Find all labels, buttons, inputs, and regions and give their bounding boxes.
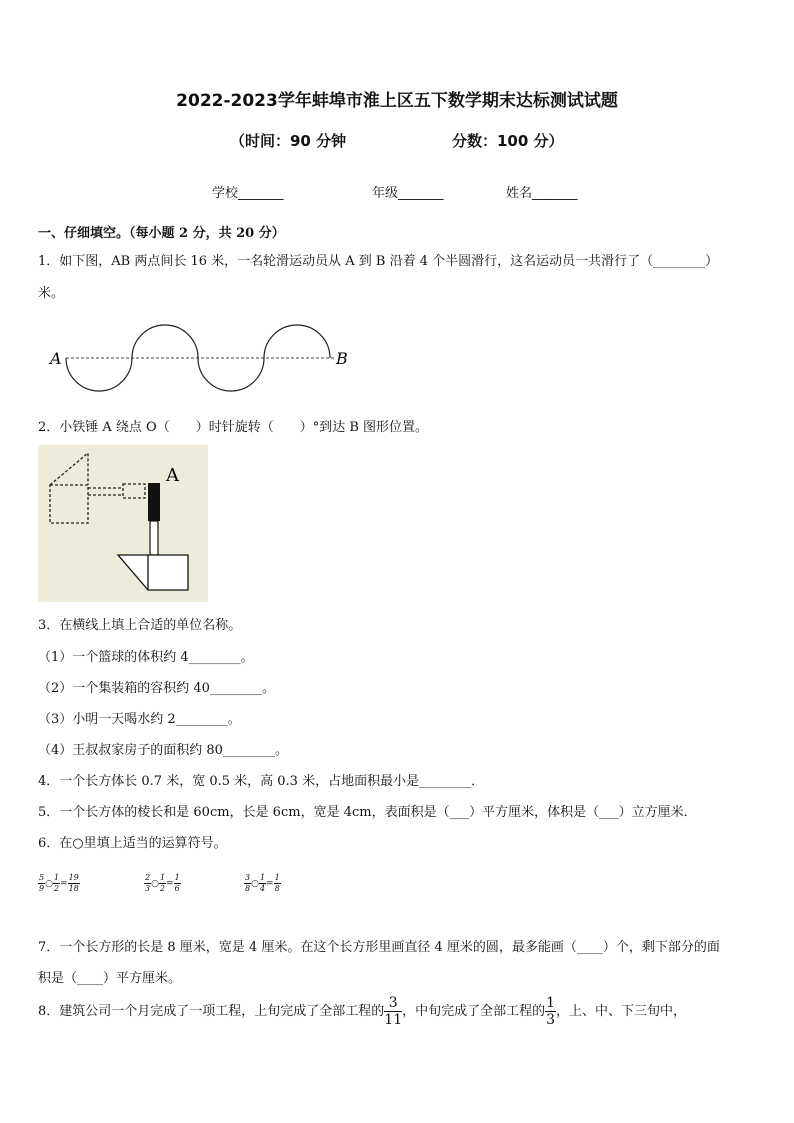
question-1-line-2: 米。 xyxy=(38,286,65,301)
expression-3 xyxy=(244,874,281,893)
expr2-a-num: 2 xyxy=(145,873,151,882)
expr3-b-num: 1 xyxy=(259,873,266,882)
q8-frac1-den: 11 xyxy=(384,1012,403,1028)
equals-sign: = xyxy=(266,879,274,889)
grade-field: 年级_______ xyxy=(372,186,444,201)
equals-sign: = xyxy=(166,879,174,889)
expr1-c-den: 18 xyxy=(68,884,79,893)
question-4: 4．一个长方体长 0.7 米，宽 0.5 米，高 0.3 米，占地面积最小是________． xyxy=(38,774,485,789)
exam-score: 分数：100 分） xyxy=(452,132,564,150)
question-2: 2．小铁锤 A 绕点 O（ ）时针旋转（ ）°到达 B 图形位置。 xyxy=(38,420,429,435)
expr3-a-den: 8 xyxy=(245,884,251,893)
question-5: 5．一个长方体的棱长和是 60cm，长是 6cm，宽是 4cm，表面积是（___）平方厘米，体积是（___）立方厘米． xyxy=(38,805,697,820)
expression-1 xyxy=(38,874,80,893)
expr1-b-num: 1 xyxy=(53,873,60,882)
exam-time: （时间：90 分钟 xyxy=(230,132,347,150)
question-3-item-1: （1）一个篮球的体积约 4________。 xyxy=(38,650,254,665)
question-8-part-2: ，中旬完成了全部工程的 xyxy=(402,1004,546,1019)
hammer-head-a xyxy=(148,483,160,521)
question-7-line-2: 积是（____）平方厘米。 xyxy=(38,971,182,986)
name-field: 姓名_______ xyxy=(506,186,578,201)
question-3-item-4: （4）王叔叔家房子的面积约 80________。 xyxy=(38,743,288,758)
hammer-handle xyxy=(150,521,158,555)
point-b-label: B xyxy=(336,349,348,368)
semicircle-curve xyxy=(66,325,330,391)
question-1-line-1: 1．如下图，AB 两点间长 16 米，一名轮滑运动员从 A 到 B 沿着 4 个半圆滑行，这名运动员一共滑行了（________） xyxy=(38,254,719,269)
expr2-b-num: 1 xyxy=(159,873,166,882)
operator-circle: ○ xyxy=(45,879,53,889)
point-a-label: A xyxy=(50,349,62,368)
q8-frac2-num: 1 xyxy=(546,995,556,1011)
hammer-rotation-figure xyxy=(38,445,208,602)
expr3-c-num: 1 xyxy=(274,873,280,882)
expression-2 xyxy=(144,874,181,893)
question-3: 3．在横线上填上合适的单位名称。 xyxy=(38,618,242,633)
question-6: 6．在○里填上适当的运算符号。 xyxy=(38,836,227,851)
q8-frac2-den: 3 xyxy=(546,1012,556,1028)
expr2-b-den: 2 xyxy=(159,884,166,893)
expr2-a-den: 3 xyxy=(145,884,151,893)
equals-sign: = xyxy=(60,879,68,889)
question-8 xyxy=(38,996,686,1027)
question-8-part-3: ，上、中、下三旬中， xyxy=(556,1004,687,1019)
page-title: 2022-2023学年蚌埠市淮上区五下数学期末达标测试试题 xyxy=(176,91,618,111)
expr3-c-den: 8 xyxy=(274,884,280,893)
operator-circle: ○ xyxy=(251,879,259,889)
semicircle-path-figure xyxy=(46,318,356,398)
school-field: 学校_______ xyxy=(212,186,284,201)
expr3-a-num: 3 xyxy=(245,873,251,882)
question-8-part-1: 8．建筑公司一个月完成了一项工程，上旬完成了全部工程的 xyxy=(38,1004,385,1019)
expr2-c-num: 1 xyxy=(174,873,180,882)
question-7-line-1: 7．一个长方形的长是 8 厘米，宽是 4 厘米。在这个长方形里画直径 4 厘米的圆，最多能画（____）个，剩下部分的面 xyxy=(38,940,720,955)
expr1-a-den: 9 xyxy=(39,884,45,893)
expr1-b-den: 2 xyxy=(53,884,60,893)
question-3-item-3: （3）小明一天喝水约 2________。 xyxy=(38,712,241,727)
expr3-b-den: 4 xyxy=(259,884,266,893)
question-3-item-2: （2）一个集装箱的容积约 40________。 xyxy=(38,681,275,696)
expr1-a-num: 5 xyxy=(39,873,45,882)
expr2-c-den: 6 xyxy=(174,884,180,893)
q8-frac1-num: 3 xyxy=(384,996,402,1012)
section-heading: 一、仔细填空。（每小题 2 分，共 20 分） xyxy=(38,226,285,241)
hammer-a-label: A xyxy=(166,465,179,486)
operator-circle: ○ xyxy=(151,879,159,889)
expr1-c-num: 19 xyxy=(68,873,79,882)
